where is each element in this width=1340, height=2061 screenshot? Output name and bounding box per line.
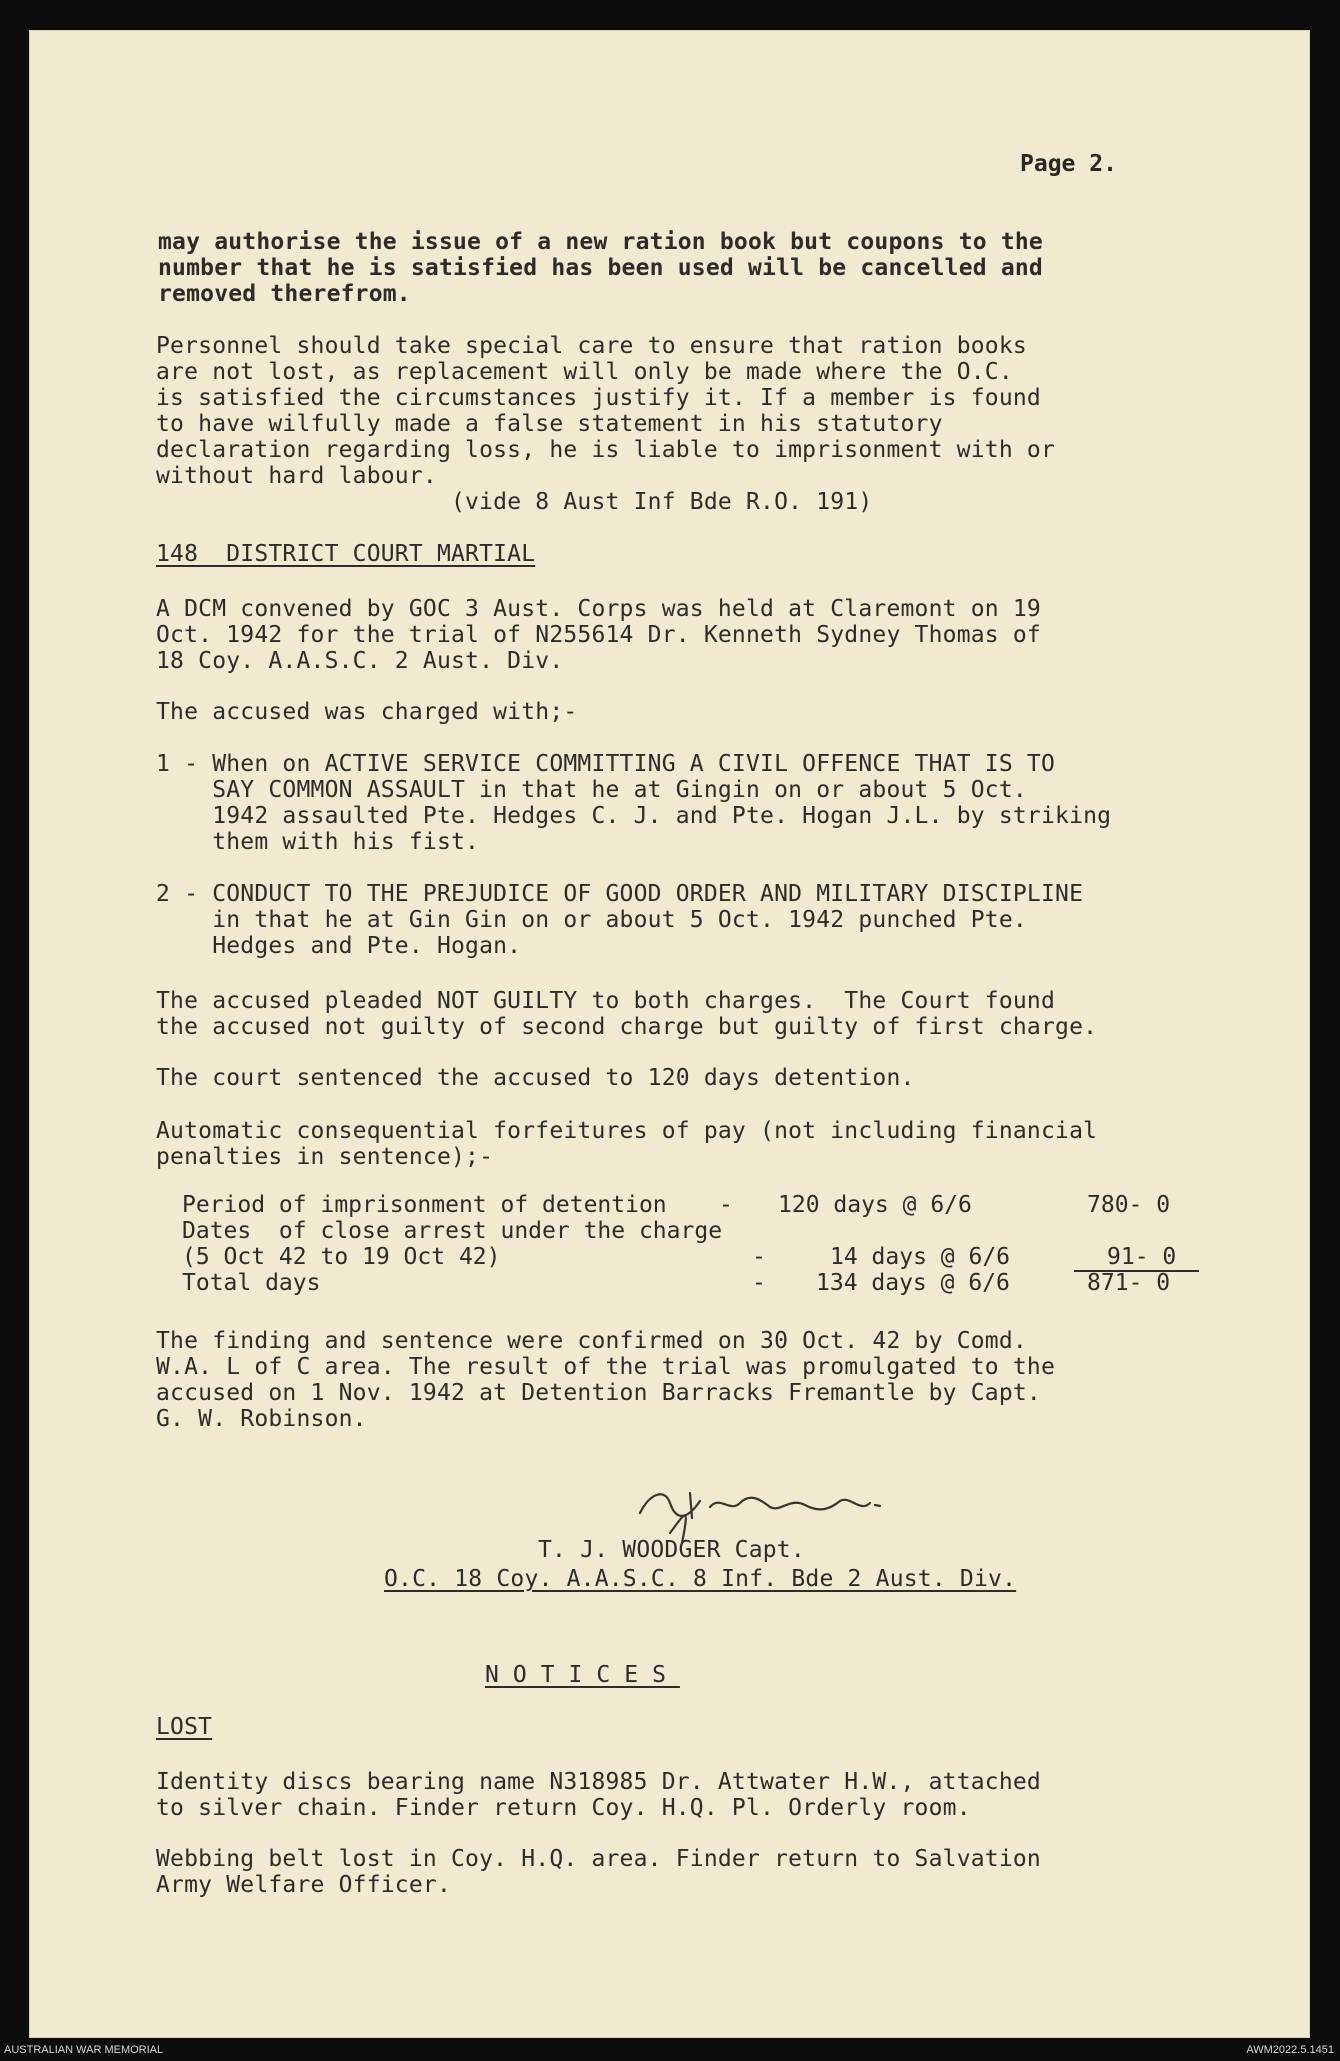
signatory-title: O.C. 18 Coy. A.A.S.C. 8 Inf. Bde 2 Aust. Div. xyxy=(384,1566,1017,1592)
table-row-2-amount: 91- 0 xyxy=(1107,1244,1177,1270)
table-row-2-dash: - xyxy=(752,1244,766,1270)
sentence-line: The court sentenced the accused to 120 days detention. xyxy=(156,1065,915,1091)
dcm-paragraph: A DCM convened by GOC 3 Aust. Corps was held at Claremont on 19 Oct. 1942 for the trial of N255614 Dr. Kenneth Sydney Thomas of 18 Coy. A.A.S.C. 2 Aust. Div. xyxy=(156,596,1041,674)
confirmation-paragraph: The finding and sentence were confirmed on 30 Oct. 42 by Comd. W.A. L of C area. The result of the trial was promulgated to the accused on 1 Nov. 1942 at Detention Barracks Fremantle by Capt. G. W. Robinson. xyxy=(156,1328,1056,1432)
table-row-1-days: 120 days @ 6/6 xyxy=(778,1192,972,1218)
forfeiture-paragraph: Automatic consequential forfeitures of pay (not including financial penalties in sentence);- xyxy=(156,1118,1098,1170)
footer-archive-name: AUSTRALIAN WAR MEMORIAL xyxy=(4,2044,164,2056)
table-row-3-days: 134 days @ 6/6 xyxy=(816,1270,1010,1296)
table-row-1-dash: - xyxy=(719,1192,733,1218)
lost-notice-webbing-belt: Webbing belt lost in Coy. H.Q. area. Finder return to Salvation Army Welfare Officer. xyxy=(156,1846,1041,1898)
table-row-1-amount: 780- 0 xyxy=(1087,1192,1171,1218)
lost-heading: LOST xyxy=(156,1714,213,1740)
table-row-1-label: Period of imprisonment of detention xyxy=(182,1192,667,1218)
charged-with-line: The accused was charged with;- xyxy=(156,699,578,725)
page-number: Page 2. xyxy=(1020,151,1117,177)
notices-heading: NOTICES xyxy=(485,1662,680,1688)
lost-notice-identity-discs: Identity discs bearing name N318985 Dr. Attwater H.W., attached to silver chain. Finder return Coy. H.Q. Pl. Orderly room. xyxy=(156,1769,1041,1821)
charge-1: 1 - When on ACTIVE SERVICE COMMITTING A CIVIL OFFENCE THAT IS TO SAY COMMON ASSAULT in that he at Gingin on or about 5 Oct. 1942 assaulted Pte. Hedges C. J. and Pte. Hogan J.L. by striking them with his fist. xyxy=(156,751,1112,855)
table-row-2-days: 14 days @ 6/6 xyxy=(830,1244,1011,1270)
table-row-3-dash: - xyxy=(752,1270,766,1296)
forfeiture-table xyxy=(182,1192,1212,1302)
ration-book-paragraph-continued: may authorise the issue of a new ration book but coupons to the number that he is satisfied has been used will be cancelled and removed therefrom. xyxy=(158,229,1043,307)
footer-archive-id: AWM2022.5.1451 xyxy=(1246,2044,1334,2056)
charge-2: 2 - CONDUCT TO THE PREJUDICE OF GOOD ORDER AND MILITARY DISCIPLINE in that he at Gin Gin on or about 5 Oct. 1942 punched Pte. Hedges and Pte. Hogan. xyxy=(156,881,1084,959)
table-row-3-label: Total days xyxy=(182,1270,321,1296)
ration-book-warning-paragraph: Personnel should take special care to ensure that ration books are not lost, as replacement will only be made where the O.C. is satisfied the circumstances justify it. If a member is found to have wilfully made a false statement in his statutory declaration regarding loss, he is liable to imprisonment with or without hard labour. xyxy=(156,333,1056,489)
signatory-name: T. J. WOODGER Capt. xyxy=(538,1537,805,1563)
handwritten-signature xyxy=(630,1473,930,1543)
table-row-3-amount: 871- 0 xyxy=(1087,1270,1171,1296)
table-row-2-label: Dates of close arrest under the charge (5 Oct 42 to 19 Oct 42) xyxy=(182,1218,723,1270)
plea-paragraph: The accused pleaded NOT GUILTY to both charges. The Court found the accused not guilty of second charge but guilty of first charge. xyxy=(156,988,1098,1040)
section-heading-court-martial: 148 DISTRICT COURT MARTIAL xyxy=(156,541,536,567)
document-page xyxy=(29,30,1310,2038)
vide-reference: (vide 8 Aust Inf Bde R.O. 191) xyxy=(451,489,873,515)
